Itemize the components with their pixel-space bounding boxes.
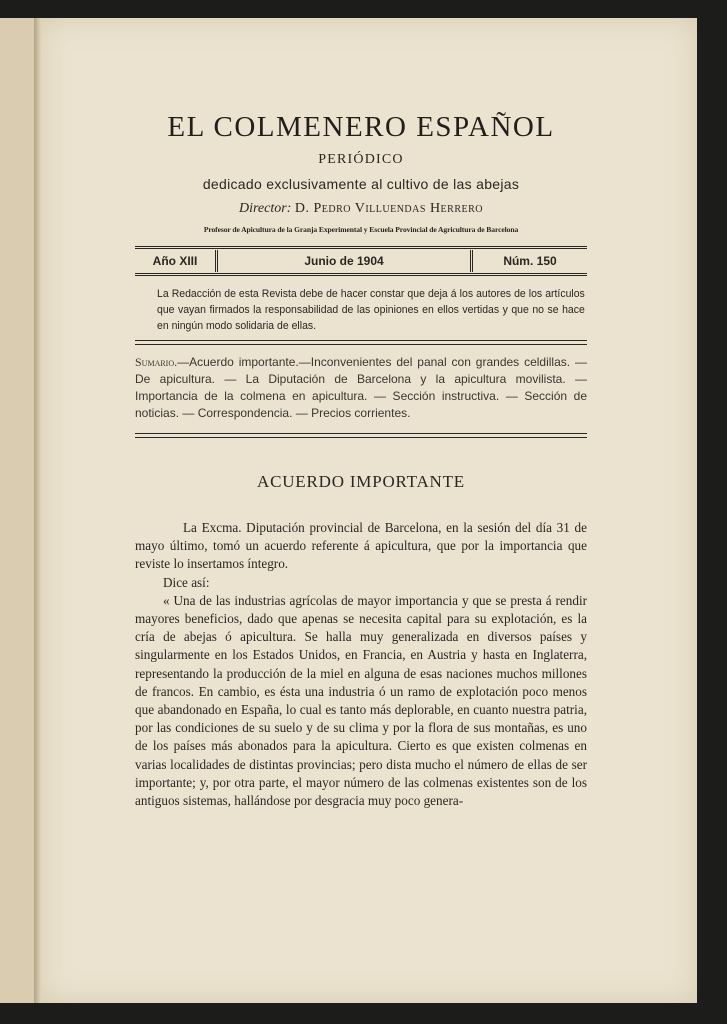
editorial-notice: La Redacción de esta Revista debe de hacer constar que deja á los autores de los artículos que vayan firmados la responsabilidad de las opiniones en ellos vertidas y que no se hace en ningún modo solidaria de ellas. [157,288,585,332]
issue-date: Junio de 1904 [215,250,473,272]
masthead-dedication: dedicado exclusivamente al cultivo de las abejas [202,176,520,192]
director-name: D. Pedro Villuendas Herrero [294,201,483,216]
paragraph: Dice así: [163,574,210,590]
summary-text: —Acuerdo importante.—Inconvenientes del panal con grandes celdillas. — De apicultura. — La Diputación de Barcelona y la apicultura movilista. — Importancia de la colmena en apicultura. — Sección instructiva. — Sección de noticias. — Correspondencia. — Precios corrientes. [135,355,587,420]
issue-number: Núm. 150 [503,254,557,268]
director-role: Director: [239,201,292,216]
document-page [41,18,697,1003]
divider-bottom [135,433,587,438]
paragraph: « Una de las industrias agrícolas de mayor importancia y que se presta á rendir mayores beneficios, dado que apenas se necesita capital para su explotación, es la cría de abejas ó apicultura. Se halla muy generalizada en diversos países y singularmente en los Estados Unidos, en Francia, en Austria y hasta en Inglaterra, representando la producción de la miel en alguna de esas naciones muchos millones de francos. En cambio, es ésta una industria ó un ramo de explotación poco menos que abandonado en España, lo cual es tanto más deplorable, en cuanto nuestra patria, por las condiciones de su suelo y de su clima y por la flora de sus montañas, es uno de los países más abonados para la apicultura. Cierto es que existen colmenas en varias localidades de distintas provincias; pero dista mucho el número de ellas de ser importante; y, por otra parte, el mayor número de las colmenas existentes son de los antiguos sistemas, hallándose por desgracia muy poco genera- [135,592,587,809]
masthead-subtitle: PERIÓDICO [318,152,404,167]
masthead-title: EL COLMENERO ESPAÑOL [167,111,555,143]
article-heading: ACUERDO IMPORTANTE [257,472,465,491]
issue-bar [135,246,587,276]
summary [135,354,587,422]
professor-line: Profesor de Apicultura de la Granja Experimental y Escuela Provincial de Agricultura de Barcelona [203,225,519,234]
article-body [135,519,587,810]
paragraph: La Excma. Diputación provincial de Barcelona, en la sesión del día 31 de mayo último, tomó un acuerdo referente á apicultura, que por la importancia que reviste lo insertamos íntegro. [135,520,587,572]
issue-year: Año XIII [152,254,198,268]
summary-label: Sumario. [135,355,178,369]
divider-top [135,340,587,345]
director-line [135,201,587,217]
